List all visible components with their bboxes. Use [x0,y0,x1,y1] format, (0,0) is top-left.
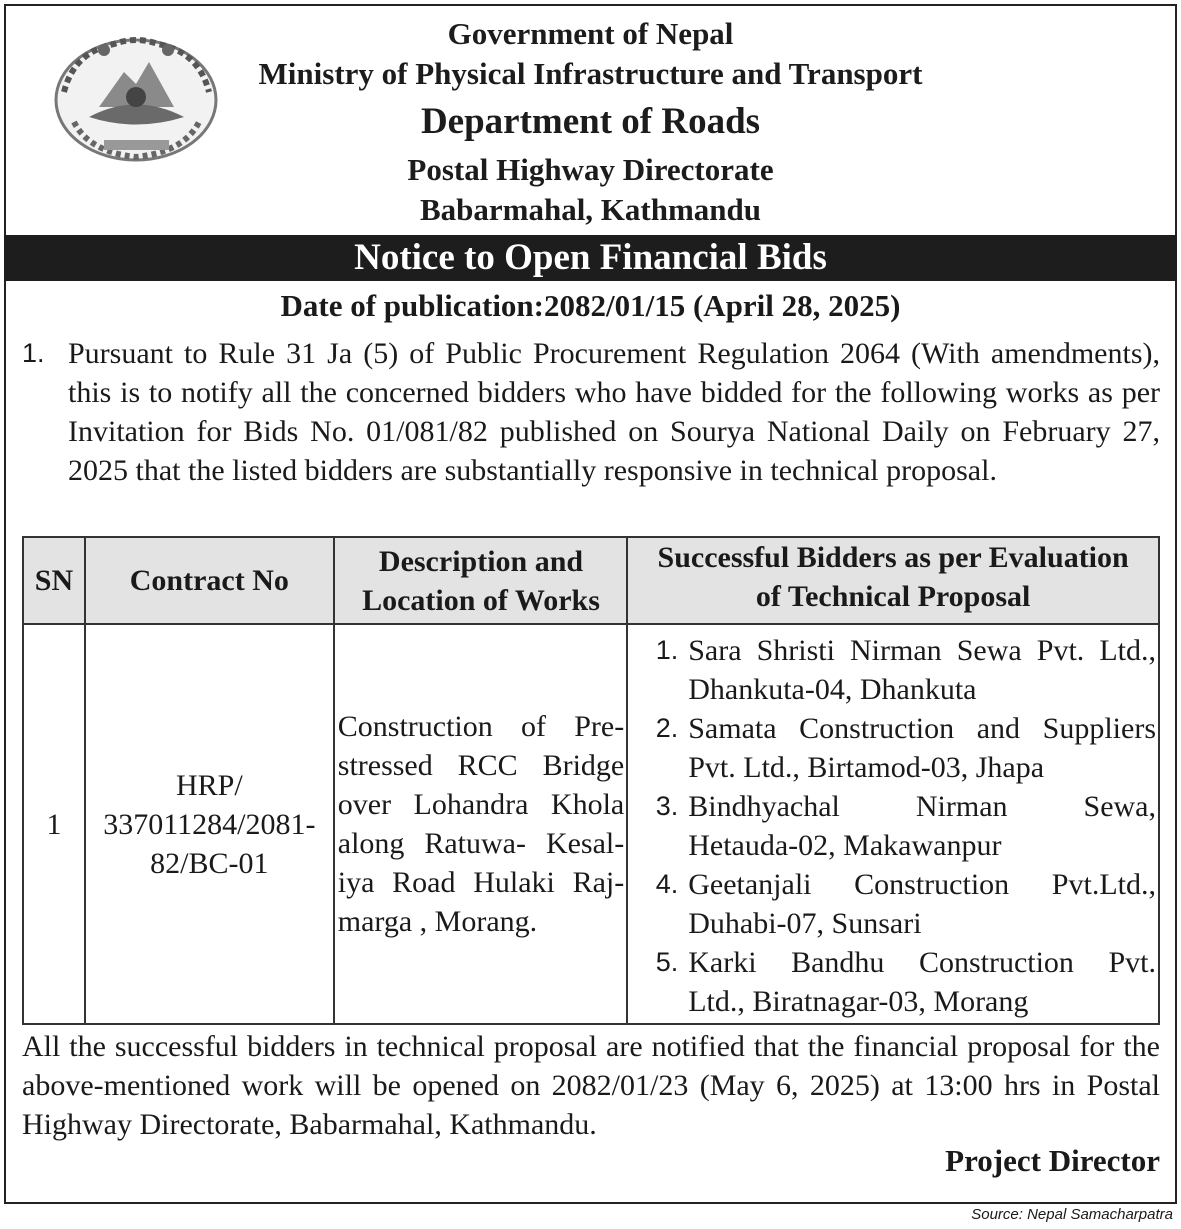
header-sn: SN [23,537,85,624]
header-bidders-line2: of Technical Proposal [755,580,1031,613]
bidder-name: Geetanjali Construction Pvt.Ltd., [688,868,1156,901]
contract-line1: HRP/ [175,768,243,802]
publication-date: Date of publication:2082/01/15 (April 28, 2025) [280,288,901,323]
list-item [628,943,1156,1021]
list-item [628,787,1156,865]
bidder-name: Bindhyachal Nirman Sewa, [688,790,1156,823]
bidder-address: Hetauda-02, Makawanpur [688,829,1002,862]
bidder-number: 1. [655,635,679,665]
bidder-name: Sara Shristi Nirman Sewa Pvt. Ltd., [688,634,1156,667]
header-directorate: Postal Highway Directorate [407,152,774,187]
header-ministry: Ministry of Physical Infrastructure and Transport [258,56,923,91]
notice-paragraph: Pursuant to Rule 31 Ja (5) of Public Procurement Regulation 2064 (With amendments), this is to notify all the concerned bidders who have bidded for the following works as per Invitation for Bids No. 01/081/82 published on Sourya National Daily on February 27, 2025 that the listed bidders are substantially responsive in technical proposal. [68,337,1160,487]
header-department: Department of Roads [420,101,761,142]
header-government: Government of Nepal [447,16,734,51]
bidder-address: Duhabi-07, Sunsari [688,907,922,940]
header-bidders [627,537,1159,624]
closing-paragraph: All the successful bidders in technical proposal are notified that the financial proposal for the above-mentioned work will be opened on 2082/01/23 (May 6, 2025) at 13:00 hrs in Postal Highway Directorate, Babarmahal, Kathmandu. [22,1030,1160,1141]
bidder-address: Dhankuta-04, Dhankuta [688,673,977,706]
table-header-row [23,537,1159,624]
header-description [334,537,627,624]
cell-sn: 1 [23,624,85,1024]
cell-bidders [627,624,1159,1024]
bidder-number: 3. [655,791,679,821]
header-bidders-line1: Successful Bidders as per Evaluation [657,541,1129,574]
header-location: Babarmahal, Kathmandu [419,192,762,227]
bidder-number: 5. [655,947,679,977]
header-contract-no: Contract No [85,537,334,624]
cell-description: Construction of Pre-stressed RCC Bridge over Lohandra Khola along Ratuwa- Kesal-iya Road Hulaki Raj-marga , Morang. [334,624,627,1024]
bidder-number: 4. [655,869,679,899]
header-description-line1: Description and [378,544,584,578]
paragraph-number: 1. [22,338,45,368]
table-row [23,624,1159,1024]
cell-contract-no [85,624,334,1024]
signature: Project Director [945,1143,1160,1178]
list-item [628,631,1156,709]
notice-title: Notice to Open Financial Bids [4,235,1177,281]
bidder-address: Pvt. Ltd., Birtamod-03, Jhapa [688,751,1045,784]
bidders-table [22,536,1160,1025]
list-item [628,709,1156,787]
bidder-number: 2. [655,713,679,743]
source-credit: Source: Nepal Samacharpatra [971,1206,1173,1223]
bidder-name: Karki Bandhu Construction Pvt. [688,946,1156,979]
contract-line2: 337011284/2081- [103,807,316,841]
bidder-address: Ltd., Biratnagar-03, Morang [688,985,1029,1018]
header-description-line2: Location of Works [362,583,600,617]
bidder-name: Samata Construction and Suppliers [688,712,1156,745]
list-item [628,865,1156,943]
contract-line3: 82/BC-01 [150,846,269,880]
